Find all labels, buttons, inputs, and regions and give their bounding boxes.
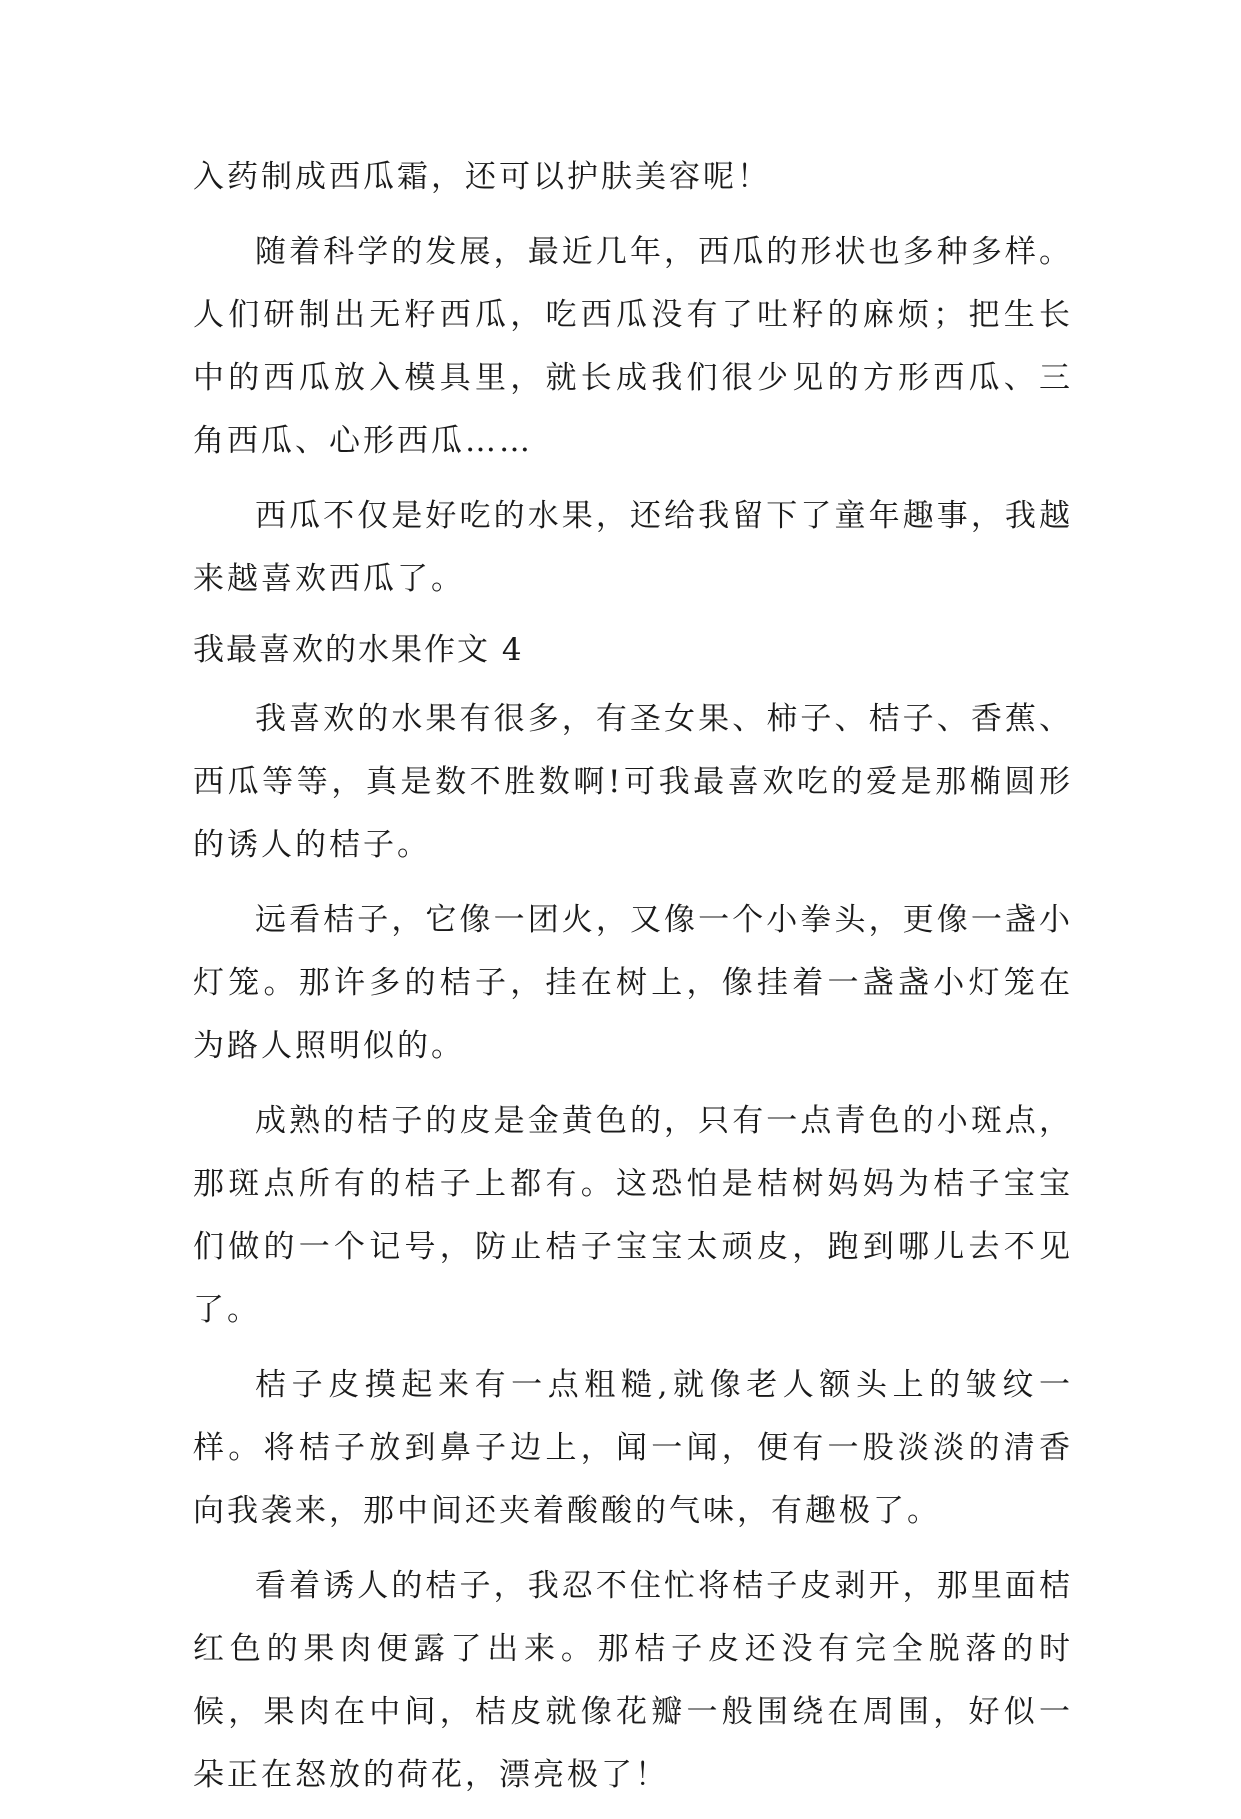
section-heading: 我最喜欢的水果作文 4 <box>193 632 524 668</box>
paragraph-4: 我喜欢的水果有很多，有圣女果、柿子、桔子、香蕉、西瓜等等，真是数不胜数啊!可我最喜欢吃的爱是那椭圆形的诱人的桔子。 <box>193 701 1073 863</box>
paragraph-3: 西瓜不仅是好吃的水果，还给我留下了童年趣事，我越来越喜欢西瓜了。 <box>193 498 1073 597</box>
paragraph-8: 看着诱人的桔子，我忍不住忙将桔子皮剥开，那里面桔红色的果肉便露了出来。那桔子皮还没有完全脱落的时候，果肉在中间，桔皮就像花瓣一般围绕在周围，好似一朵正在怒放的荷花，漂亮极了！ <box>193 1568 1073 1793</box>
paragraph-1: 入药制成西瓜霜，还可以护肤美容呢！ <box>193 159 771 195</box>
paragraph-5: 远看桔子，它像一团火，又像一个小拳头，更像一盏小灯笼。那许多的桔子，挂在树上，像挂着一盏盏小灯笼在为路人照明似的。 <box>193 902 1073 1064</box>
document-page <box>193 146 1073 1819</box>
paragraph-6: 成熟的桔子的皮是金黄色的，只有一点青色的小斑点，那斑点所有的桔子上都有。这恐怕是桔树妈妈为桔子宝宝们做的一个记号，防止桔子宝宝太顽皮，跑到哪儿去不见了。 <box>193 1103 1073 1328</box>
paragraph-2: 随着科学的发展，最近几年，西瓜的形状也多种多样。人们研制出无籽西瓜，吃西瓜没有了吐籽的麻烦；把生长中的西瓜放入模具里，就长成我们很少见的方形西瓜、三角西瓜、心形西瓜…… <box>193 234 1073 459</box>
paragraph-7: 桔子皮摸起来有一点粗糙,就像老人额头上的皱纹一样。将桔子放到鼻子边上，闻一闻，便有一股淡淡的清香向我袭来，那中间还夹着酸酸的气味，有趣极了。 <box>193 1367 1073 1529</box>
